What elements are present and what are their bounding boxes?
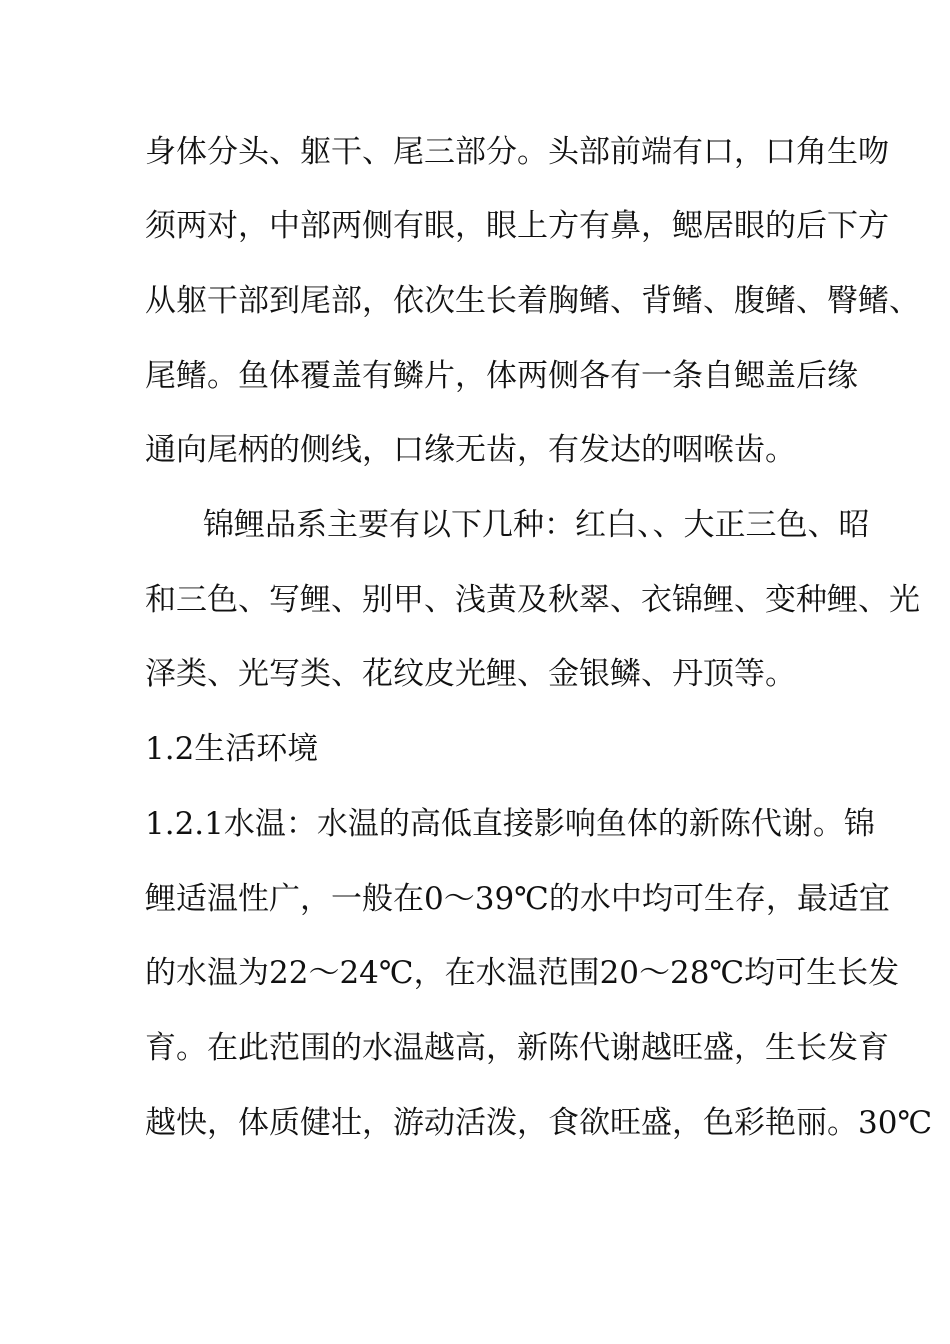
text-line: 越快，体质健壮，游动活泼，食欲旺盛，色彩艳丽。30℃: [145, 1105, 933, 1141]
text-line: 通向尾柄的侧线，口缘无齿，有发达的咽喉齿。: [145, 432, 796, 468]
text-line: 锦鲤品系主要有以下几种：红白、、大正三色、昭: [203, 507, 870, 543]
text-line: 身体分头、躯干、尾三部分。头部前端有口，口角生吻: [145, 134, 889, 170]
text-line: 1.2.1水温：水温的高低直接影响鱼体的新陈代谢。锦: [145, 806, 875, 842]
text-line: 尾鳍。鱼体覆盖有鳞片，体两侧各有一条自鳃盖后缘: [145, 358, 858, 394]
text-line: 须两对，中部两侧有眼，眼上方有鼻，鳃居眼的后下方: [145, 208, 889, 244]
text-line: 育。在此范围的水温越高，新陈代谢越旺盛，生长发育: [145, 1030, 889, 1066]
section-heading: 1.2生活环境: [145, 731, 319, 767]
text-line: 的水温为22～24℃，在水温范围20～28℃均可生长发: [145, 955, 900, 991]
text-line: 从躯干部到尾部，依次生长着胸鳍、背鳍、腹鳍、臀鳍、: [145, 283, 920, 319]
text-line: 和三色、写鲤、别甲、浅黄及秋翠、衣锦鲤、变种鲤、光: [145, 582, 920, 618]
text-line: 泽类、光写类、花纹皮光鲤、金银鳞、丹顶等。: [145, 656, 796, 692]
text-line: 鲤适温性广，一般在0～39℃的水中均可生存，最适宜: [145, 881, 890, 917]
